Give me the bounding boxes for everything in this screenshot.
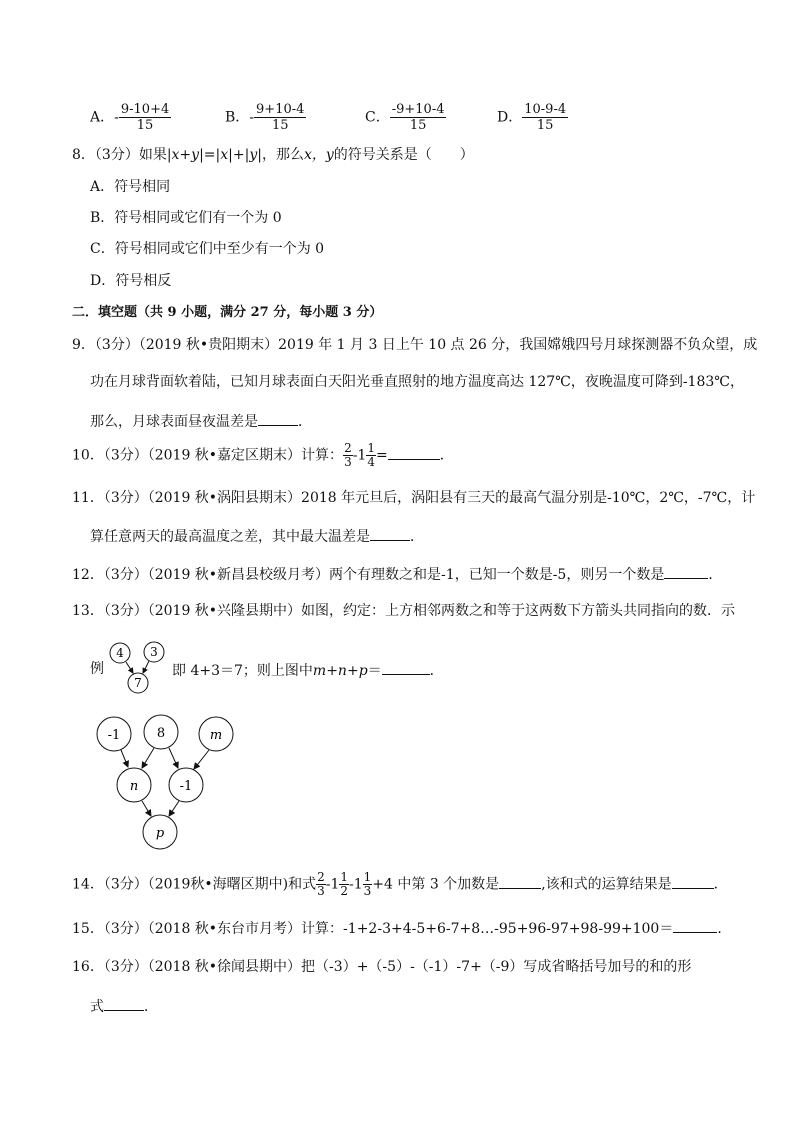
q14-fraction-1: $\frac{2}{3}$	[317, 870, 325, 898]
q9-line2: 功在月球背面软着陆，已知月球表面白天阳光垂直照射的地方温度高达 127℃，夜晚温度可降到-183℃，	[90, 374, 744, 390]
q13-line1: 13．（3分）（2019 秋•兴隆县期中）如图，约定：上方相邻两数之和等于这两数下方箭头共同指向的数．示	[72, 603, 736, 619]
q9-line1: 9．（3分）（2019 秋•贵阳期末）2019 年 1 月 3 日上午 10 点 26 分，我国嫦娥四号月球探测器不负众望，成	[72, 337, 758, 353]
q16-line2: 式 ．	[90, 996, 158, 1016]
q8-option-b[interactable]: B．符号相同或它们有一个为 0	[90, 210, 282, 226]
q13-example-diagram	[104, 640, 172, 696]
svg-text:7: 7	[134, 676, 142, 690]
q13-example-word: 例	[90, 661, 104, 677]
q12-answer-blank[interactable]	[664, 564, 708, 579]
q11-line2: 算任意两天的最高温度之差，其中最大温差是 ．	[90, 526, 424, 546]
q15-line: 15．（3分）（2018 秋•东台市月考）计算：-1+2-3+4-5+6-7+8…-95+96-97+98-99+100＝ ．	[72, 918, 731, 938]
q7-option-c[interactable]: C． $\frac{-9+10-4}{15}$	[365, 102, 445, 133]
q16-line1: 16．（3分）（2018 秋•徐闻县期中）把（-3）+（-5）-（-1）-7+（-9）写成省略括号加号的和的形	[72, 959, 692, 975]
q16-answer-blank[interactable]	[104, 996, 144, 1011]
q10-fraction-1: $\frac{2}{3}$	[344, 441, 352, 469]
q7-c-fraction: $\frac{-9+10-4}{15}$	[391, 102, 445, 133]
q9-line3: 那么，月球表面昼夜温差是 ．	[90, 411, 312, 431]
q13-answer-blank[interactable]	[382, 660, 430, 675]
q7-d-fraction: $\frac{10-9-4}{15}$	[524, 102, 567, 133]
q14-answer-blank-2[interactable]	[672, 874, 714, 889]
q14-fraction-2: $\frac{1}{2}$	[340, 870, 348, 898]
svg-text:4: 4	[116, 646, 124, 660]
q9-answer-blank[interactable]	[258, 411, 298, 426]
q14-answer-blank-1[interactable]	[499, 874, 541, 889]
q14-fraction-3: $\frac{1}{3}$	[363, 870, 372, 898]
q12-line: 12．（3分）（2019 秋•新昌县校级月考）两个有理数之和是-1，已知一个数是-5，则另一个数是 ．	[72, 564, 722, 584]
q10-answer-blank[interactable]	[388, 445, 440, 460]
q10-fraction-2: $\frac{1}{4}$	[367, 441, 375, 469]
section-2-heading: 二．填空题（共 9 小题，满分 27 分，每小题 3 分）	[72, 305, 383, 320]
q7-option-a[interactable]: A．- $\frac{9-10+4}{15}$	[90, 102, 170, 133]
svg-text:n: n	[129, 779, 139, 794]
q8-option-c[interactable]: C．符号相同或它们中至少有一个为 0	[90, 241, 325, 257]
q7-b-fraction: $\frac{9+10-4}{15}$	[256, 102, 305, 133]
svg-text:-1: -1	[179, 779, 193, 794]
q8-option-a[interactable]: A．符号相同	[90, 179, 171, 195]
q7-option-b[interactable]: B．- $\frac{9+10-4}{15}$	[225, 102, 305, 133]
q8-stem: 8．（3分）如果|x+y|=|x|+|y|，那么x，y的符号关系是（ ）	[72, 147, 474, 163]
svg-text:m: m	[209, 728, 223, 743]
q13-tree-diagram	[90, 710, 250, 858]
q15-answer-blank[interactable]	[673, 918, 717, 933]
q14-line: 14．（3分）（2019秋•海曙区期中)和式 $\frac{2}{3}$ -1 $\frac{1}{2}$ -1 $\frac{1}{3}$ +4 中第 3 个加数是 ,该和式的运算结果是 ．	[72, 870, 728, 898]
q8-option-d[interactable]: D．符号相反	[90, 273, 172, 289]
q10-line: 10．（3分）（2019 秋•嘉定区期末）计算： $\frac{2}{3}$ -1 $\frac{1}{4}$ = ．	[72, 441, 454, 469]
svg-text:-1: -1	[107, 728, 121, 743]
q7-a-fraction: $\frac{9-10+4}{15}$	[120, 102, 170, 133]
q13-line2: 即 4+3＝7；则上图中m+n+p＝ ．	[172, 660, 444, 680]
svg-text:p: p	[155, 826, 165, 841]
svg-text:8: 8	[156, 726, 166, 741]
svg-text:3: 3	[150, 645, 158, 659]
q11-line1: 11．（3分）（2019 秋•涡阳县期末）2018 年元旦后，涡阳县有三天的最高气温分别是-10℃，2℃，-7℃，计	[72, 490, 756, 506]
q7-option-d[interactable]: D． $\frac{10-9-4}{15}$	[497, 102, 567, 133]
q11-answer-blank[interactable]	[370, 526, 410, 541]
